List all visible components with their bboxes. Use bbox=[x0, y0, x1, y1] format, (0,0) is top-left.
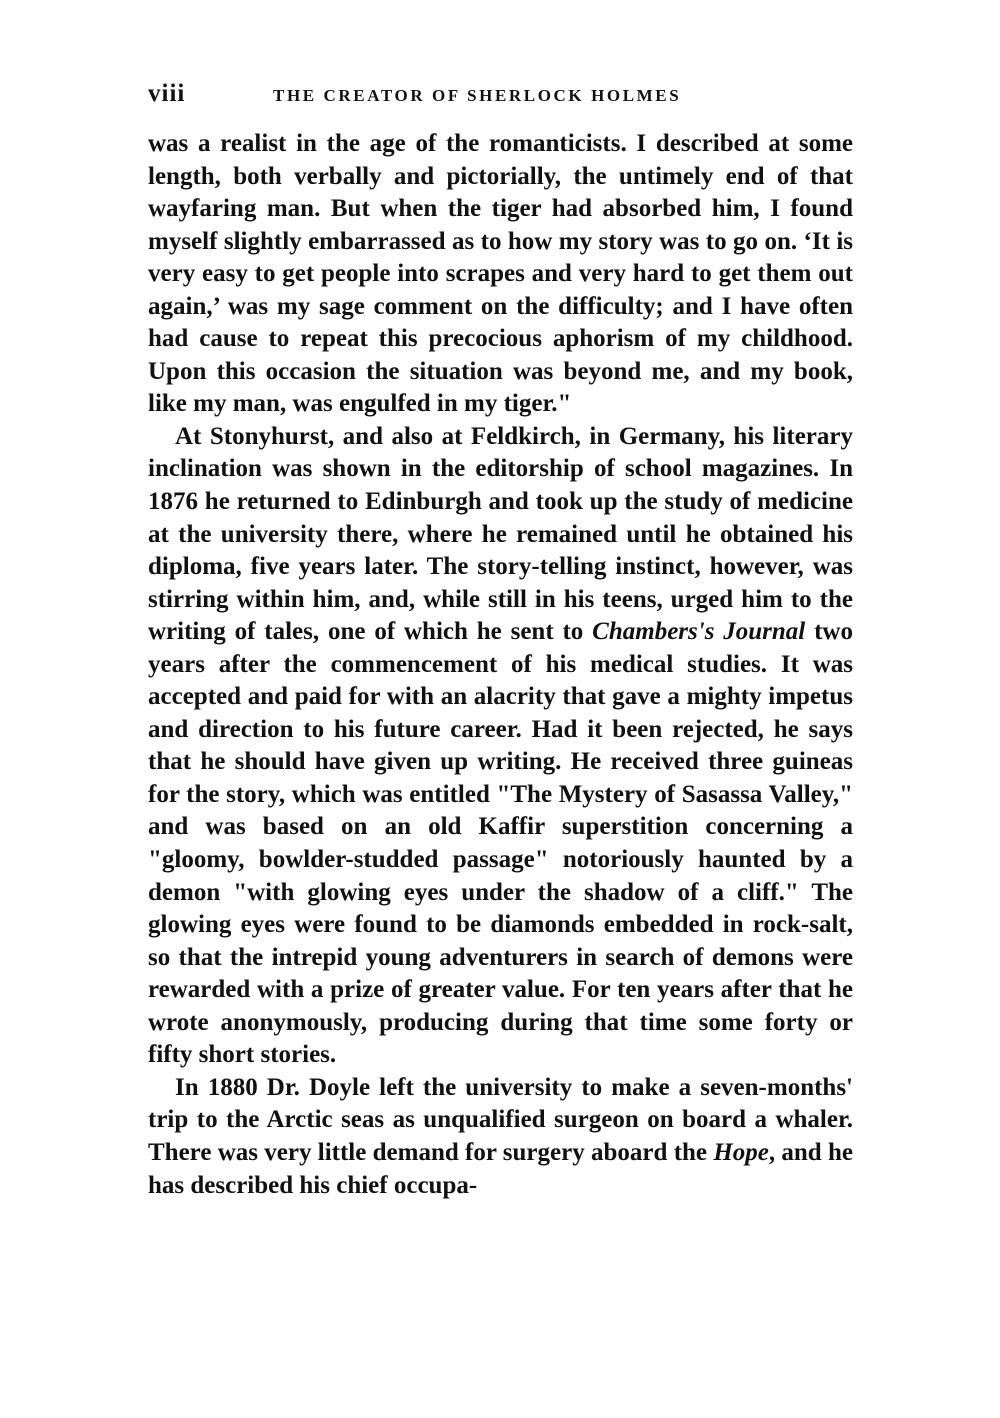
book-page bbox=[148, 80, 853, 1202]
paragraph-3-text-end: , and he has described his chief occupa- bbox=[148, 1138, 853, 1199]
page-header bbox=[148, 80, 853, 112]
page-number: viii bbox=[148, 80, 186, 107]
journal-title: Chambers's Journal bbox=[592, 618, 806, 646]
paragraph-3 bbox=[148, 1072, 853, 1202]
body-text bbox=[148, 128, 853, 1202]
paragraph-1-text: was a realist in the age of the romanticists. I described at some length, both verbally and pictorially, the untimely end of that wayfaring man. But when the tiger had absorbed him, I found myself slightly embarrassed as to how my story was to go on. ‘It is very easy to get people into scrapes and very hard to get them out again,’ was my sage comment on the difficulty; and I have often had cause to repeat this precocious aphorism of my childhood. Upon this occasion the situation was beyond me, and my book, like my man, was engulfed in my tiger." bbox=[148, 130, 853, 418]
paragraph-3-text-start: In 1880 Dr. Doyle left the university to make a seven-months' trip to the Arctic seas as unqualified surgeon on board a whaler. There was very little demand for surgery aboard the bbox=[148, 1073, 853, 1166]
paragraph-2-text-start: At Stonyhurst, and also at Feldkirch, in Germany, his literary inclination was shown in the editorship of school magazines. In 1876 he returned to Edinburgh and took up the study of medicine at the university there, where he remained until he obtained his diploma, five years later. The story-telling instinct, however, was stirring within him, and, while still in his teens, urged him to the writing of tales, one of which he sent to bbox=[148, 422, 853, 646]
paragraph-1 bbox=[148, 128, 853, 421]
running-head: THE CREATOR OF SHERLOCK HOLMES bbox=[273, 86, 682, 105]
ship-name: Hope bbox=[713, 1138, 769, 1166]
paragraph-2-text-end: two years after the commencement of his medical studies. It was accepted and paid for with an alacrity that gave a mighty impetus and direction to his future career. Had it been rejected, he says that he should have given up writing. He received three guineas for the story, which was entitled "The Mystery of Sasassa Valley," and was based on an old Kaffir superstition concerning a "gloomy, bowlder-studded passage" notoriously haunted by a demon "with glowing eyes under the shadow of a cliff." The glowing eyes were found to be diamonds embedded in rock-salt, so that the intrepid young adventurers in search of demons were rewarded with a prize of greater value. For ten years after that he wrote anonymously, producing during that time some forty or fifty short stories. bbox=[148, 618, 853, 1069]
paragraph-2 bbox=[148, 421, 853, 1072]
